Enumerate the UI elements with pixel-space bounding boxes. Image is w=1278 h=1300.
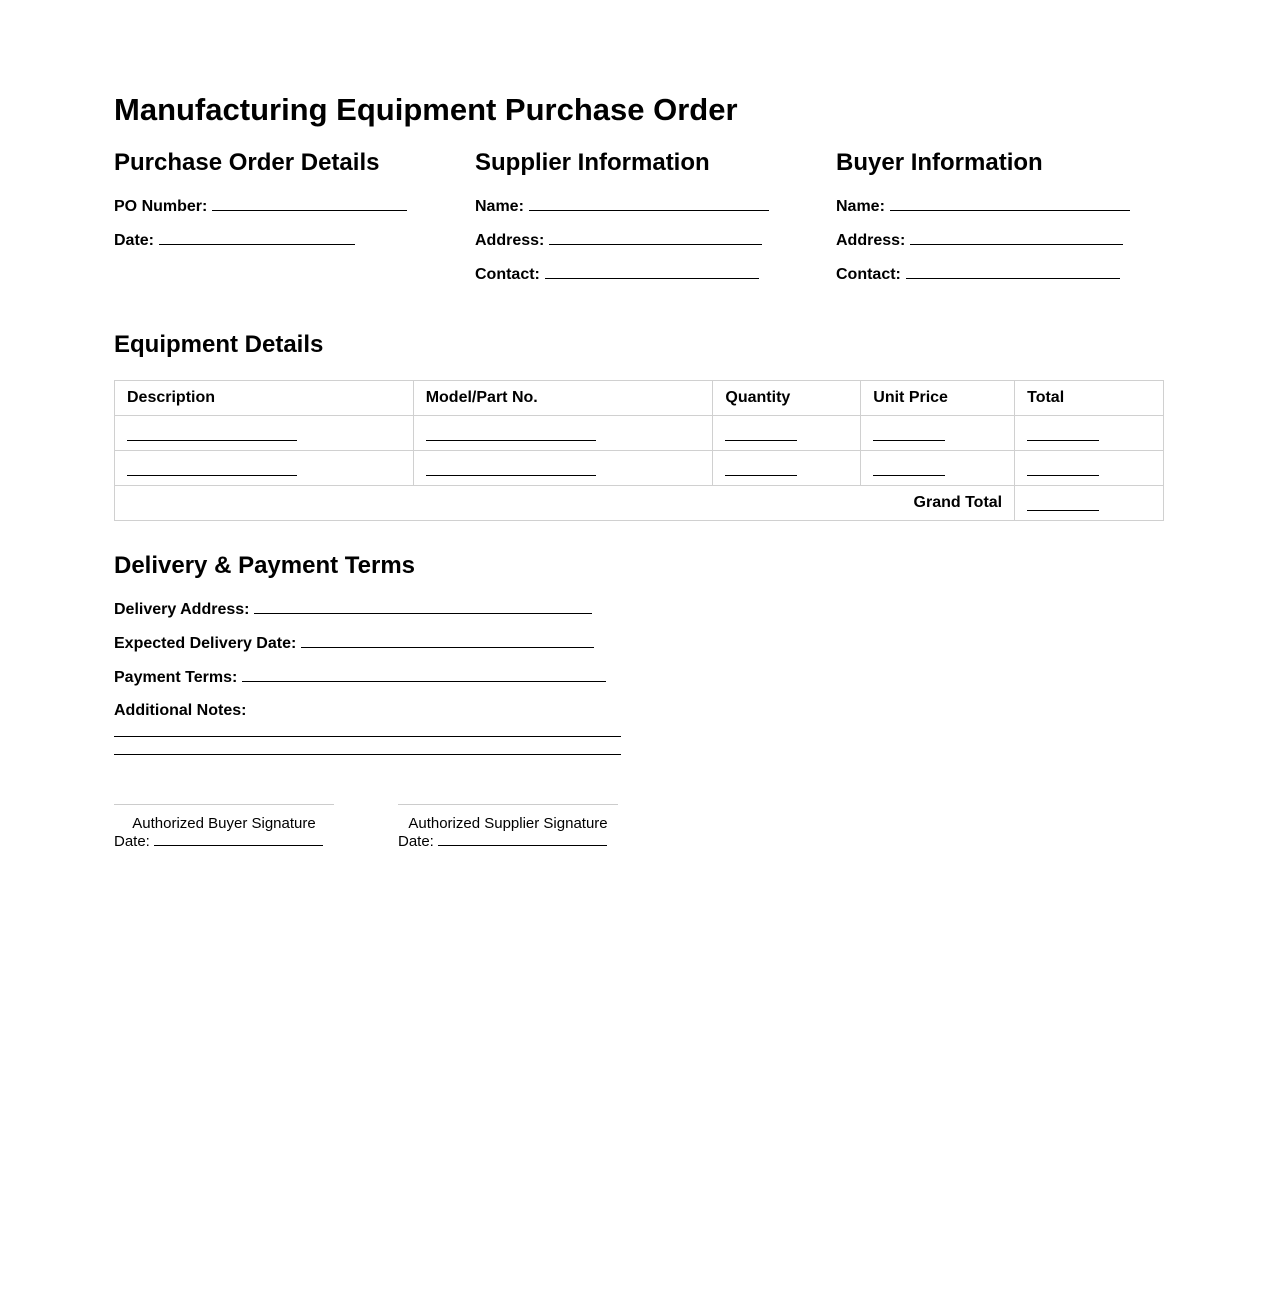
document-title: Manufacturing Equipment Purchase Order: [114, 92, 738, 127]
expected-delivery-date-field: [114, 633, 594, 654]
column-header-quantity: Quantity: [713, 381, 861, 416]
delivery-address-label: Delivery Address:: [114, 601, 250, 618]
buyer-signature-block: [114, 804, 334, 850]
po-number-input[interactable]: [212, 196, 407, 211]
buyer-name-input[interactable]: [890, 196, 1130, 211]
table-header-row: [115, 381, 1164, 416]
buyer-address-input[interactable]: [910, 230, 1123, 245]
column-header-unit-price: Unit Price: [861, 381, 1015, 416]
unit-price-cell: [861, 416, 1015, 451]
total-input[interactable]: [1027, 426, 1099, 441]
buyer-contact-input[interactable]: [906, 264, 1120, 279]
supplier-contact-label: Contact:: [475, 266, 540, 283]
table-row: [115, 451, 1164, 486]
supplier-contact-field: [475, 264, 759, 285]
buyer-address-field: [836, 230, 1123, 251]
delivery-address-field: [114, 599, 592, 620]
buyer-signature-date-label: Date:: [114, 833, 150, 850]
total-input[interactable]: [1027, 461, 1099, 476]
buyer-address-label: Address:: [836, 232, 906, 249]
grand-total-input[interactable]: [1027, 496, 1099, 511]
supplier-contact-input[interactable]: [545, 264, 759, 279]
additional-notes-line-2[interactable]: [114, 754, 621, 755]
total-cell: [1015, 416, 1164, 451]
po-number-field: [114, 196, 407, 217]
payment-terms-input[interactable]: [242, 667, 606, 682]
model-input[interactable]: [426, 426, 596, 441]
supplier-signature-date-label: Date:: [398, 833, 434, 850]
buyer-signature-caption: Authorized Buyer Signature: [132, 815, 316, 832]
buyer-contact-field: [836, 264, 1120, 285]
description-cell: [115, 416, 414, 451]
supplier-address-field: [475, 230, 762, 251]
quantity-input[interactable]: [725, 461, 797, 476]
grand-total-cell: [1015, 486, 1164, 521]
equipment-heading: Equipment Details: [114, 331, 324, 358]
payment-terms-label: Payment Terms:: [114, 669, 238, 686]
description-input[interactable]: [127, 461, 297, 476]
description-cell: [115, 451, 414, 486]
payment-terms-field: [114, 667, 606, 688]
buyer-section: [836, 148, 1164, 283]
supplier-signature-date: [398, 832, 618, 850]
supplier-address-label: Address:: [475, 232, 545, 249]
supplier-section: [475, 148, 815, 283]
model-cell: [413, 451, 713, 486]
quantity-cell: [713, 416, 861, 451]
po-details-section: [114, 148, 454, 249]
additional-notes-label: Additional Notes:: [114, 702, 247, 719]
supplier-signature-block: [398, 804, 618, 850]
buyer-contact-label: Contact:: [836, 266, 901, 283]
column-header-total: Total: [1015, 381, 1164, 416]
total-cell: [1015, 451, 1164, 486]
supplier-name-field: [475, 196, 769, 217]
po-date-input[interactable]: [159, 230, 355, 245]
unit-price-input[interactable]: [873, 461, 945, 476]
buyer-signature-line[interactable]: [114, 804, 334, 805]
buyer-heading: Buyer Information: [836, 149, 1043, 176]
equipment-table: [114, 380, 1164, 521]
quantity-cell: [713, 451, 861, 486]
supplier-name-label: Name:: [475, 198, 524, 215]
description-input[interactable]: [127, 426, 297, 441]
supplier-signature-date-input[interactable]: [438, 832, 607, 846]
po-date-label: Date:: [114, 232, 155, 249]
column-header-model: Model/Part No.: [413, 381, 713, 416]
model-cell: [413, 416, 713, 451]
column-header-description: Description: [115, 381, 414, 416]
quantity-input[interactable]: [725, 426, 797, 441]
model-input[interactable]: [426, 461, 596, 476]
expected-delivery-date-input[interactable]: [301, 633, 594, 648]
grand-total-label: Grand Total: [115, 486, 1015, 521]
supplier-name-input[interactable]: [529, 196, 769, 211]
supplier-signature-line[interactable]: [398, 804, 618, 805]
terms-heading: Delivery & Payment Terms: [114, 552, 416, 579]
supplier-heading: Supplier Information: [475, 149, 710, 176]
buyer-name-label: Name:: [836, 198, 885, 215]
unit-price-cell: [861, 451, 1015, 486]
supplier-address-input[interactable]: [549, 230, 762, 245]
unit-price-input[interactable]: [873, 426, 945, 441]
buyer-signature-date: [114, 832, 334, 850]
additional-notes-field: [114, 701, 246, 721]
table-row: [115, 416, 1164, 451]
expected-delivery-date-label: Expected Delivery Date:: [114, 635, 297, 652]
supplier-signature-caption: Authorized Supplier Signature: [408, 815, 608, 832]
po-date-field: [114, 230, 355, 251]
delivery-address-input[interactable]: [254, 599, 592, 614]
additional-notes-line-1[interactable]: [114, 736, 621, 737]
buyer-name-field: [836, 196, 1130, 217]
po-details-heading: Purchase Order Details: [114, 149, 380, 176]
buyer-signature-date-input[interactable]: [154, 832, 323, 846]
po-number-label: PO Number:: [114, 198, 208, 215]
grand-total-row: [115, 486, 1164, 521]
